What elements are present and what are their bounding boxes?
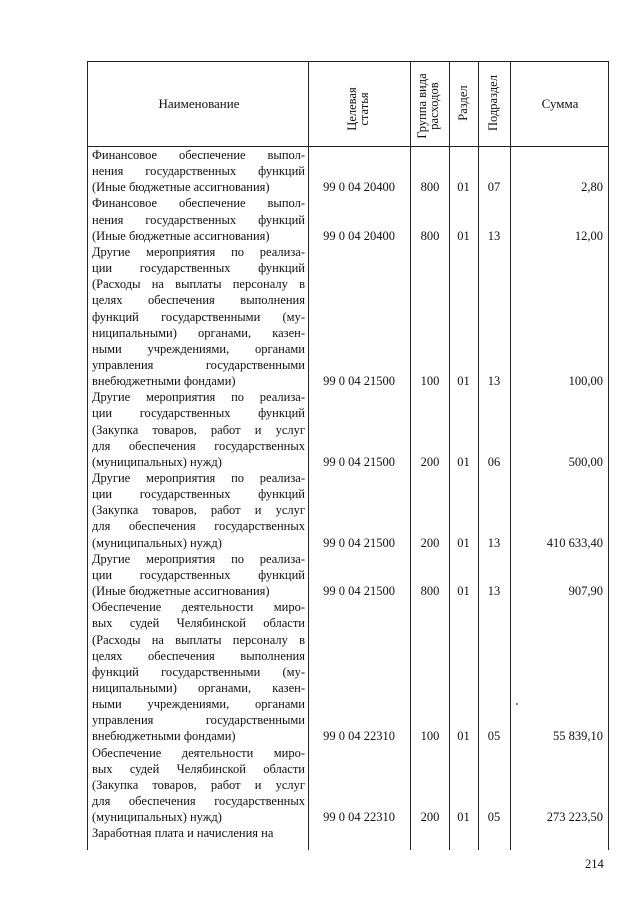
- row-expense-group: 800: [420, 584, 440, 599]
- header-expense-group: Группа вида расходов: [415, 73, 441, 139]
- row-name-line: ции государственных функций: [92, 406, 305, 421]
- row-name-line: Другие мероприятия по реализа-: [92, 471, 305, 485]
- row-name-line: для обеспечения государственных: [92, 794, 305, 808]
- row-target-article: 99 0 04 20400: [323, 228, 395, 243]
- row-name-line: (Закупка товаров, работ и услуг: [92, 422, 305, 437]
- header-subsection: Подраздел: [486, 75, 500, 131]
- row-target-article: 99 0 04 22310: [323, 729, 395, 744]
- row-name-line: функций государственными (му-: [92, 664, 305, 679]
- row-subsection: 13: [487, 535, 501, 550]
- row-amount: 500,00: [568, 454, 603, 469]
- row-name-line: Другие мероприятия по реализа-: [92, 244, 305, 259]
- row-name-line: целях обеспечения выполнения: [92, 648, 305, 663]
- row-section: 01: [457, 535, 470, 550]
- row-subsection: 07: [487, 180, 501, 195]
- row-name-line: вых судей Челябинской области: [92, 616, 305, 631]
- row-expense-group: 200: [420, 454, 440, 469]
- row-section: 01: [457, 729, 470, 744]
- row-subsection: 13: [487, 584, 501, 599]
- header-target-article: Целевая статья: [345, 87, 371, 131]
- header-section: Раздел: [456, 85, 470, 121]
- row-name-line: нения государственных функций: [92, 212, 305, 227]
- row-name-line: (муниципальных) нужд): [92, 535, 222, 550]
- row-subsection: 13: [487, 228, 501, 243]
- row-name-line: ниципальными) органами, казен-: [92, 680, 305, 695]
- row-name-line: (Расходы на выплаты персоналу в: [92, 277, 305, 292]
- row-section: 01: [457, 584, 470, 599]
- col-border-left: [87, 61, 88, 850]
- row-target-article: 99 0 04 20400: [323, 180, 395, 195]
- row-name-line: ниципальными) органами, казен-: [92, 325, 305, 340]
- row-name-line: управления государственными: [92, 713, 305, 728]
- row-section: 01: [457, 810, 470, 825]
- row-name-line: вых судей Челябинской области: [92, 761, 305, 776]
- row-name-line: (Закупка товаров, работ и услуг: [92, 503, 305, 518]
- row-subsection: 05: [487, 810, 501, 825]
- row-amount: 273 223,50: [546, 810, 603, 825]
- row-name-line: целях обеспечения выполнения: [92, 293, 305, 308]
- row-name-line: Другие мероприятия по реализа-: [92, 390, 305, 405]
- row-section: 01: [457, 454, 470, 469]
- row-name-line: Обеспечение деятельности миро-: [92, 745, 305, 760]
- row-subsection: 13: [487, 374, 501, 389]
- row-name-line: нения государственных функций: [92, 164, 305, 179]
- row-subsection: 05: [487, 729, 501, 744]
- row-name-line: (Иные бюджетные ассигнования): [92, 584, 270, 599]
- header-amount: Сумма: [541, 96, 579, 111]
- row-name-line: Заработная плата и начисления на: [92, 826, 274, 841]
- row-section: 01: [457, 180, 470, 195]
- row-target-article: 99 0 04 22310: [323, 810, 395, 825]
- row-target-article: 99 0 04 21500: [323, 374, 395, 389]
- row-amount: 907,90: [568, 584, 603, 599]
- row-amount: 12,00: [574, 228, 603, 243]
- scan-dot: [516, 703, 518, 705]
- table-top-border: [87, 61, 609, 62]
- row-section: 01: [457, 228, 470, 243]
- row-name-line: функций государственными (му-: [92, 309, 305, 324]
- row-name-line: ции государственных функций: [92, 567, 305, 582]
- row-section: 01: [457, 374, 470, 389]
- row-name-line: (Иные бюджетные ассигнования): [92, 180, 270, 195]
- row-name-line: Другие мероприятия по реализа-: [92, 551, 305, 566]
- row-expense-group: 200: [420, 535, 440, 550]
- row-amount: 100,00: [568, 374, 603, 389]
- row-expense-group: 100: [420, 729, 440, 744]
- col-border-name: [308, 61, 309, 850]
- row-name-line: внебюджетными фондами): [92, 729, 236, 744]
- row-subsection: 06: [487, 454, 501, 469]
- col-border-prz: [510, 61, 511, 850]
- row-name-line: (муниципальных) нужд): [92, 454, 222, 469]
- row-name-line: (Иные бюджетные ассигнования): [92, 228, 270, 243]
- row-name-line: Финансовое обеспечение выпол-: [92, 148, 305, 162]
- row-expense-group: 800: [420, 180, 440, 195]
- row-name-line: ции государственных функций: [92, 261, 305, 276]
- row-name-line: (Расходы на выплаты персоналу в: [92, 632, 305, 647]
- row-target-article: 99 0 04 21500: [323, 584, 395, 599]
- header-name: Наименование: [158, 96, 240, 111]
- row-name-line: (муниципальных) нужд): [92, 810, 222, 825]
- row-name-line: управления государственными: [92, 357, 305, 372]
- row-amount: 55 839,10: [553, 729, 603, 744]
- row-target-article: 99 0 04 21500: [323, 454, 395, 469]
- row-expense-group: 100: [420, 374, 440, 389]
- row-amount: 410 633,40: [546, 535, 603, 550]
- row-name-line: ными учреждениями, органами: [92, 341, 305, 356]
- row-name-line: Финансовое обеспечение выпол-: [92, 196, 305, 211]
- row-name-line: внебюджетными фондами): [92, 374, 236, 389]
- row-expense-group: 800: [420, 228, 440, 243]
- row-expense-group: 200: [420, 810, 440, 825]
- row-name-line: (Закупка товаров, работ и услуг: [92, 777, 305, 792]
- page-number: 214: [585, 857, 604, 871]
- row-name-line: ции государственных функций: [92, 487, 305, 502]
- row-name-line: ными учреждениями, органами: [92, 697, 305, 712]
- row-amount: 2,80: [581, 180, 603, 195]
- col-border-right: [608, 61, 609, 850]
- row-name-line: для обеспечения государственных: [92, 438, 305, 453]
- row-name-line: Обеспечение деятельности миро-: [92, 600, 305, 615]
- row-name-line: для обеспечения государственных: [92, 519, 305, 534]
- row-target-article: 99 0 04 21500: [323, 535, 395, 550]
